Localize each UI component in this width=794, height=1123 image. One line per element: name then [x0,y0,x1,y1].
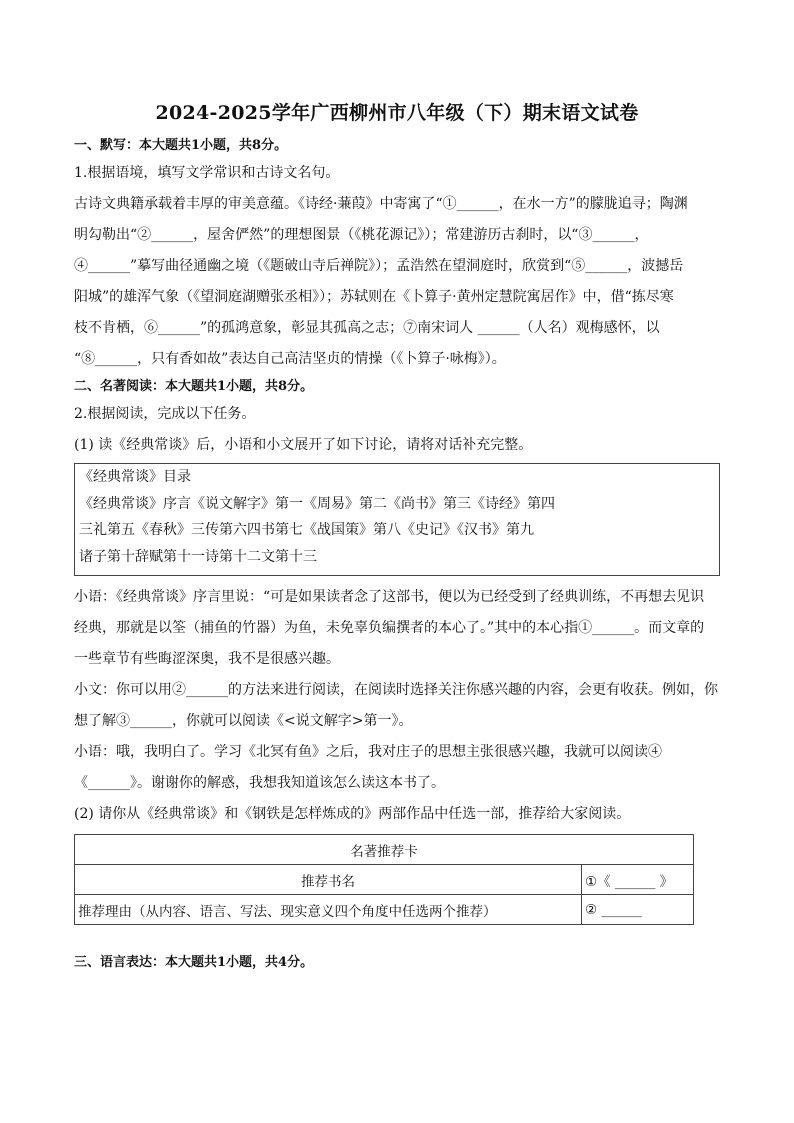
dialogue-line: 想了解③______，你就可以阅读《<说文解字>第一》。 [74,713,413,729]
dialogue-line: 一些章节有些晦涩深奥，我不是很感兴趣。 [74,651,340,667]
reason-answer[interactable]: ② ______ [582,895,694,925]
question-1-prompt: 1.根据语境，填写文学常识和古诗文名句。 [74,165,340,181]
dialogue-line: 小语：哦，我明白了。学习《北冥有鱼》之后，我对庄子的思想主张很感兴趣，我就可以阅读④ [74,744,662,760]
reason-label: 推荐理由（从内容、语言、写法、现实意义四个角度中任选两个推荐） [75,895,582,925]
dialogue [74,582,720,799]
question-2-prompt: 2.根据阅读，完成以下任务。 [74,406,256,422]
card-title: 名著推荐卡 [75,835,694,865]
dialogue-line: 经典，那就是以筌（捕鱼的竹器）为鱼，未免辜负编撰者的本心了。”其中的本心指①______。而文章的 [74,620,705,636]
sub-question-2: (2) 请你从《经典常谈》和《钢铁是怎样炼成的》两部作品中任选一部，推荐给大家阅读。 [74,806,631,822]
book-name-answer[interactable]: ①《 ______ 》 [582,865,694,895]
toc-row: 《经典常谈》目录 [79,469,191,485]
section-1-heading: 一、默写：本大题共1小题，共8分。 [74,138,288,153]
exam-page [74,100,720,975]
question-1-passage [74,189,720,375]
passage-line: “⑧______，只有香如故”表达自己高洁坚贞的情操（《卜算子·咏梅》）。 [74,351,506,367]
passage-line: ④______”摹写曲径通幽之境（《题破山寺后禅院》）；孟浩然在望洞庭时，欣赏到“⑤______，波撼岳 [74,258,684,274]
passage-line: 枝不肯栖，⑥______”的孤鸿意象，彰显其孤高之志；⑦南宋词人 ______（人名）观梅感怀，以 [74,320,660,336]
section-2-heading: 二、名著阅读：本大题共1小题，共8分。 [74,379,314,394]
exam-title: 2024-2025学年广西柳州市八年级（下）期末语文试卷 [155,102,639,124]
sub-question-1: (1) 读《经典常谈》后，小语和小文展开了如下讨论，请将对话补充完整。 [74,437,533,453]
section-3-heading: 三、语言表达：本大题共1小题，共4分。 [74,955,314,970]
toc-row: 诸子第十辞赋第十一诗第十二文第十三 [79,548,317,565]
passage-line: 明勾勒出“②______，屋舍俨然”的理想图景（《桃花源记》）；常建游历古刹时，以“③______， [74,227,649,243]
dialogue-line: 小语：《经典常谈》序言里说：“可是如果读者念了这部书，便以为已经受到了经典训练，不再想去见识 [74,589,705,605]
passage-line: 阳城”的雄浑气象（《望洞庭湖赠张丞相》）；苏轼则在《卜算子·黄州定慧院寓居作》中，借“拣尽寒 [74,289,674,305]
book-name-label: 推荐书名 [75,865,582,895]
dialogue-line: 《______》。谢谢你的解惑，我想我知道该怎么读这本书了。 [74,775,445,791]
toc-row: 《经典常谈》序言《说文解字》第一《周易》第二《尚书》第三《诗经》第四 [79,495,555,512]
dialogue-line: 小文：你可以用②______的方法来进行阅读，在阅读时选择关注你感兴趣的内容，会更有收获。例如，你 [74,682,718,698]
toc-row: 三礼第五《春秋》三传第六四书第七《战国策》第八《史记》《汉书》第九 [79,522,534,538]
passage-line: 古诗文典籍承载着丰厚的审美意蕴。《诗经·蒹葭》中寄寓了“①______，在水一方”的朦胧追寻；陶渊 [74,196,688,212]
spacer [74,925,720,951]
book-recommendation-card [74,834,694,925]
table-of-contents-box [74,463,720,576]
